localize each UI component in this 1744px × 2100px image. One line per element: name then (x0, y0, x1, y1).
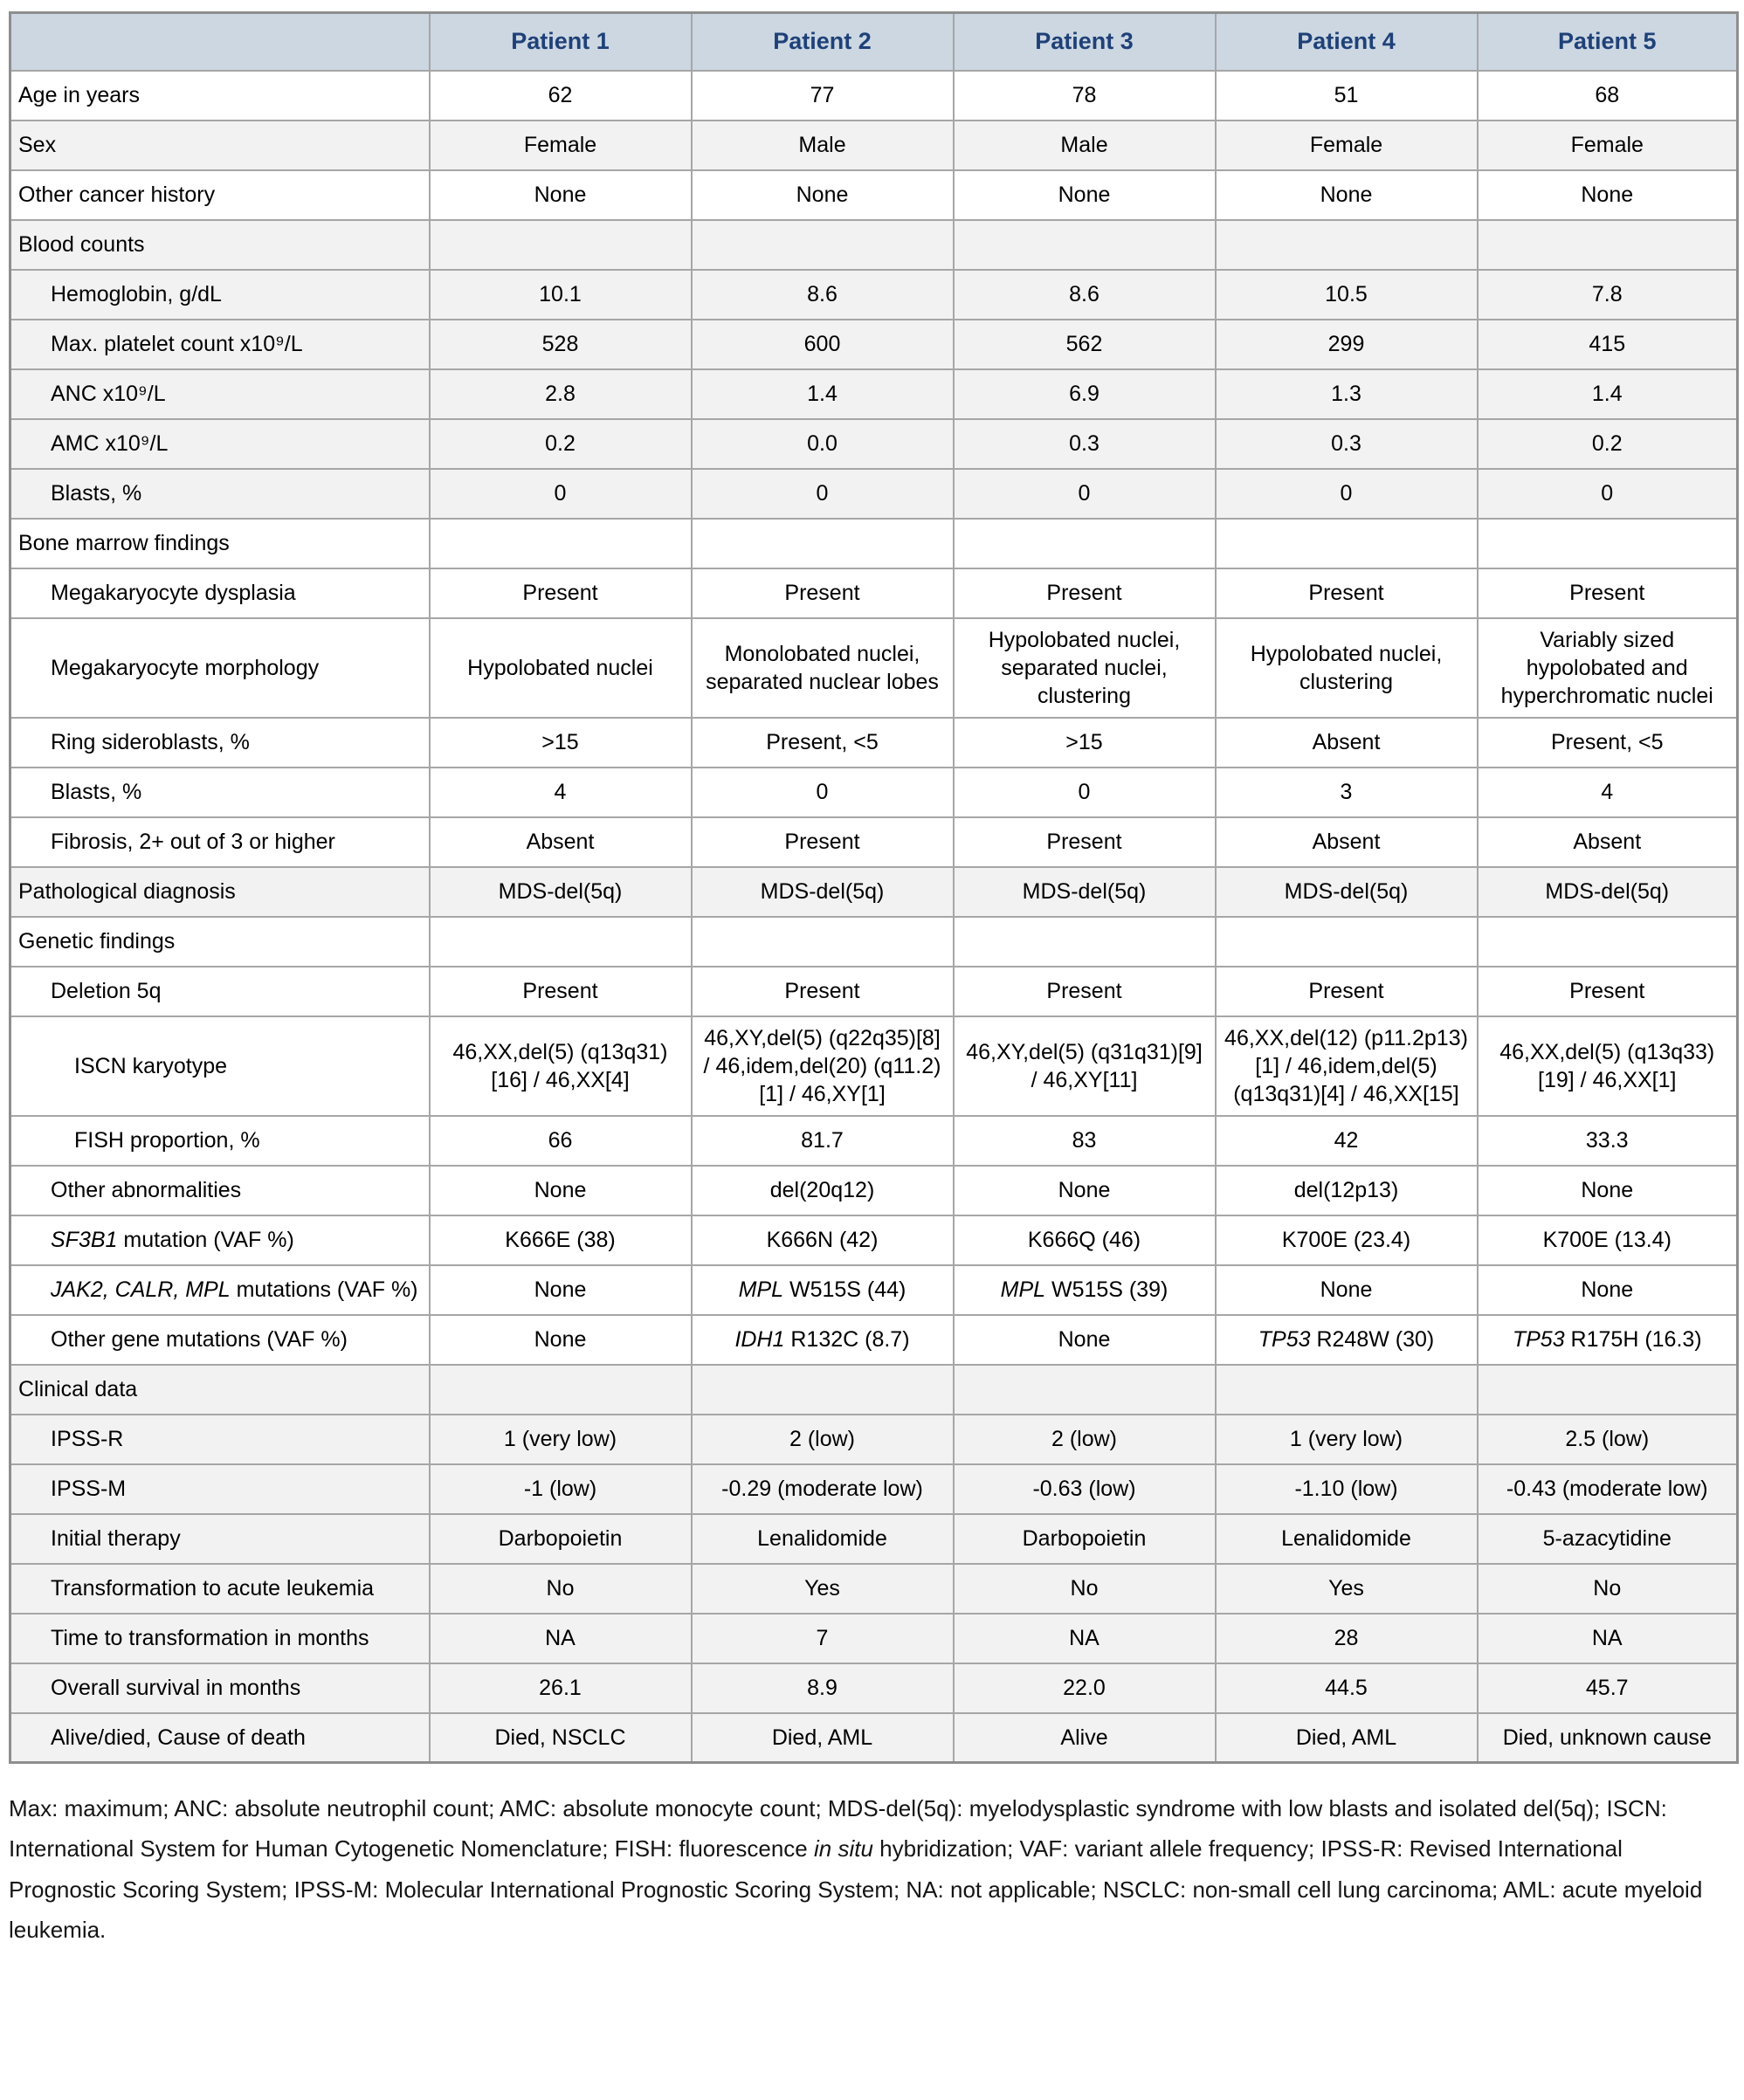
table-row (10, 1315, 1738, 1365)
data-cell: 4 (1478, 768, 1738, 817)
data-cell (954, 519, 1216, 568)
table-row (10, 1016, 1738, 1116)
data-cell: Female (430, 120, 692, 170)
data-cell: 83 (954, 1116, 1216, 1166)
data-cell: 5-azacytidine (1478, 1514, 1738, 1564)
data-cell: 0.2 (1478, 419, 1738, 469)
data-cell (954, 1365, 1216, 1415)
column-header-patient-3: Patient 3 (954, 13, 1216, 71)
table-row (10, 718, 1738, 768)
table-header (10, 13, 1738, 71)
row-label: Other abnormalities (10, 1166, 430, 1215)
data-cell: 8.6 (954, 270, 1216, 320)
row-label: Sex (10, 120, 430, 170)
row-label: Megakaryocyte dysplasia (10, 568, 430, 618)
data-cell: MDS-del(5q) (430, 867, 692, 917)
data-cell: Absent (1216, 817, 1478, 867)
data-cell: 6.9 (954, 369, 1216, 419)
data-cell: 415 (1478, 320, 1738, 369)
data-cell: 0.0 (692, 419, 954, 469)
row-label: Fibrosis, 2+ out of 3 or higher (10, 817, 430, 867)
row-label: FISH proportion, % (10, 1116, 430, 1166)
data-cell: 1 (very low) (430, 1415, 692, 1464)
data-cell: Present (430, 967, 692, 1016)
data-cell: 42 (1216, 1116, 1478, 1166)
data-cell: K700E (13.4) (1478, 1215, 1738, 1265)
data-cell: 22.0 (954, 1663, 1216, 1713)
row-label: Other cancer history (10, 170, 430, 220)
data-cell: 33.3 (1478, 1116, 1738, 1166)
data-cell: 0 (1478, 469, 1738, 519)
data-cell: MPL W515S (44) (692, 1265, 954, 1315)
data-cell: Absent (1478, 817, 1738, 867)
data-cell: K666Q (46) (954, 1215, 1216, 1265)
data-cell: 528 (430, 320, 692, 369)
data-cell: >15 (954, 718, 1216, 768)
data-cell: 299 (1216, 320, 1478, 369)
data-cell: MDS-del(5q) (1478, 867, 1738, 917)
data-cell: -1 (low) (430, 1464, 692, 1514)
data-cell: Present, <5 (692, 718, 954, 768)
data-cell: None (692, 170, 954, 220)
data-cell: Darbopoietin (954, 1514, 1216, 1564)
table-row (10, 1215, 1738, 1265)
data-cell: Hypolobated nuclei, separated nuclei, clustering (954, 618, 1216, 718)
data-cell: 2 (low) (692, 1415, 954, 1464)
data-cell: MPL W515S (39) (954, 1265, 1216, 1315)
data-cell: Died, NSCLC (430, 1713, 692, 1763)
data-cell: None (954, 1315, 1216, 1365)
data-cell: Died, AML (1216, 1713, 1478, 1763)
data-cell: 10.5 (1216, 270, 1478, 320)
data-cell: 0 (1216, 469, 1478, 519)
data-cell: 45.7 (1478, 1663, 1738, 1713)
row-label: Alive/died, Cause of death (10, 1713, 430, 1763)
data-cell: 0 (692, 469, 954, 519)
table-row (10, 817, 1738, 867)
data-cell: None (1478, 170, 1738, 220)
table-row (10, 1265, 1738, 1315)
data-cell: 46,XX,del(12) (p11.2p13)[1] / 46,idem,del(5) (q13q31)[4] / 46,XX[15] (1216, 1016, 1478, 1116)
data-cell: 46,XY,del(5) (q31q31)[9] / 46,XY[11] (954, 1016, 1216, 1116)
data-cell (1478, 1365, 1738, 1415)
data-cell: Died, AML (692, 1713, 954, 1763)
data-cell: None (1216, 170, 1478, 220)
data-cell (430, 917, 692, 967)
data-cell: -0.43 (moderate low) (1478, 1464, 1738, 1514)
table-row (10, 320, 1738, 369)
data-cell: TP53 R175H (16.3) (1478, 1315, 1738, 1365)
data-cell: NA (1478, 1614, 1738, 1663)
data-cell: NA (954, 1614, 1216, 1663)
data-cell: Present, <5 (1478, 718, 1738, 768)
data-cell: Male (692, 120, 954, 170)
row-label: Megakaryocyte morphology (10, 618, 430, 718)
data-cell: 77 (692, 71, 954, 120)
data-cell: 2.5 (low) (1478, 1415, 1738, 1464)
row-label: Blasts, % (10, 768, 430, 817)
row-label: IPSS-R (10, 1415, 430, 1464)
table-row (10, 618, 1738, 718)
data-cell: None (1216, 1265, 1478, 1315)
data-cell: NA (430, 1614, 692, 1663)
column-header-patient-1: Patient 1 (430, 13, 692, 71)
data-cell (1216, 519, 1478, 568)
section-label: Clinical data (10, 1365, 430, 1415)
data-cell (692, 917, 954, 967)
table-row (10, 170, 1738, 220)
data-cell: 28 (1216, 1614, 1478, 1663)
table-row (10, 1464, 1738, 1514)
row-label: AMC x10⁹/L (10, 419, 430, 469)
data-cell (692, 220, 954, 270)
row-label: Blasts, % (10, 469, 430, 519)
data-cell: MDS-del(5q) (954, 867, 1216, 917)
column-header-patient-2: Patient 2 (692, 13, 954, 71)
data-cell (954, 917, 1216, 967)
data-cell: Female (1478, 120, 1738, 170)
data-cell: MDS-del(5q) (1216, 867, 1478, 917)
data-cell: Absent (1216, 718, 1478, 768)
section-row (10, 917, 1738, 967)
data-cell: None (430, 1166, 692, 1215)
data-cell: Alive (954, 1713, 1216, 1763)
data-cell: K700E (23.4) (1216, 1215, 1478, 1265)
row-label: IPSS-M (10, 1464, 430, 1514)
data-cell: 1.4 (1478, 369, 1738, 419)
data-cell (1478, 220, 1738, 270)
data-cell (1216, 220, 1478, 270)
data-cell: None (954, 170, 1216, 220)
data-cell: Lenalidomide (692, 1514, 954, 1564)
table-row (10, 1663, 1738, 1713)
column-header-patient-4: Patient 4 (1216, 13, 1478, 71)
data-cell: 4 (430, 768, 692, 817)
row-label: JAK2, CALR, MPL mutations (VAF %) (10, 1265, 430, 1315)
data-cell: 78 (954, 71, 1216, 120)
data-cell (430, 1365, 692, 1415)
data-cell: Present (1478, 568, 1738, 618)
data-cell: 81.7 (692, 1116, 954, 1166)
table-row (10, 419, 1738, 469)
data-cell (1216, 917, 1478, 967)
data-cell (1216, 1365, 1478, 1415)
section-row (10, 519, 1738, 568)
data-cell (430, 220, 692, 270)
data-cell: Present (430, 568, 692, 618)
data-cell: None (430, 1265, 692, 1315)
data-cell: 62 (430, 71, 692, 120)
data-cell: Variably sized hypolobated and hyperchromatic nuclei (1478, 618, 1738, 718)
data-cell (692, 519, 954, 568)
data-cell: 7 (692, 1614, 954, 1663)
row-label: Max. platelet count x10⁹/L (10, 320, 430, 369)
table-row (10, 967, 1738, 1016)
data-cell: 0 (954, 768, 1216, 817)
data-cell: None (1478, 1265, 1738, 1315)
data-cell: No (1478, 1564, 1738, 1614)
row-label: Pathological diagnosis (10, 867, 430, 917)
table-row (10, 270, 1738, 320)
table-row (10, 1614, 1738, 1663)
row-label: SF3B1 mutation (VAF %) (10, 1215, 430, 1265)
data-cell (430, 519, 692, 568)
row-label: Time to transformation in months (10, 1614, 430, 1663)
table-row (10, 369, 1738, 419)
section-label: Blood counts (10, 220, 430, 270)
data-cell: Yes (692, 1564, 954, 1614)
data-cell: Male (954, 120, 1216, 170)
data-cell: 600 (692, 320, 954, 369)
row-label: Transformation to acute leukemia (10, 1564, 430, 1614)
table-row (10, 1713, 1738, 1763)
data-cell: 2.8 (430, 369, 692, 419)
table-row (10, 1116, 1738, 1166)
table-footnote: Max: maximum; ANC: absolute neutrophil count; AMC: absolute monocyte count; MDS-del(5q): myelodysplastic syndrome with low blasts and isolated del(5q); ISCN: International System for Human Cytogenetic Nomenclature; FISH: fluorescence in situ hybridization; VAF: variant allele frequency; IPSS-R: Revised International Prognostic Scoring System; IPSS-M: Molecular International Prognostic Scoring System; NA: not applicable; NSCLC: non-small cell lung carcinoma; AML: acute myeloid leukemia. (9, 1795, 1703, 1943)
data-cell: 44.5 (1216, 1663, 1478, 1713)
row-label: ISCN karyotype (10, 1016, 430, 1116)
data-cell: None (954, 1166, 1216, 1215)
data-cell: del(12p13) (1216, 1166, 1478, 1215)
data-cell: Yes (1216, 1564, 1478, 1614)
data-cell: 0 (430, 469, 692, 519)
data-cell: >15 (430, 718, 692, 768)
data-cell: -0.63 (low) (954, 1464, 1216, 1514)
data-cell: Female (1216, 120, 1478, 170)
data-cell: Lenalidomide (1216, 1514, 1478, 1564)
header-row (10, 13, 1738, 71)
row-label: Deletion 5q (10, 967, 430, 1016)
table-row (10, 768, 1738, 817)
data-cell: Hypolobated nuclei, clustering (1216, 618, 1478, 718)
row-label: Other gene mutations (VAF %) (10, 1315, 430, 1365)
data-cell: TP53 R248W (30) (1216, 1315, 1478, 1365)
row-label: Ring sideroblasts, % (10, 718, 430, 768)
data-cell: K666E (38) (430, 1215, 692, 1265)
data-cell: 1.3 (1216, 369, 1478, 419)
data-cell: Present (954, 817, 1216, 867)
section-label: Genetic findings (10, 917, 430, 967)
data-cell: Hypolobated nuclei (430, 618, 692, 718)
data-cell: 0.3 (1216, 419, 1478, 469)
data-cell: 0 (692, 768, 954, 817)
row-label: Age in years (10, 71, 430, 120)
data-cell (1478, 917, 1738, 967)
data-cell: IDH1 R132C (8.7) (692, 1315, 954, 1365)
data-cell: 46,XX,del(5) (q13q31)[16] / 46,XX[4] (430, 1016, 692, 1116)
data-cell: 0.3 (954, 419, 1216, 469)
data-cell: K666N (42) (692, 1215, 954, 1265)
data-cell: None (430, 1315, 692, 1365)
data-cell: 10.1 (430, 270, 692, 320)
data-cell: -0.29 (moderate low) (692, 1464, 954, 1514)
table-row (10, 867, 1738, 917)
data-cell: 66 (430, 1116, 692, 1166)
data-cell: 0 (954, 469, 1216, 519)
data-cell: 562 (954, 320, 1216, 369)
table-row (10, 1415, 1738, 1464)
data-cell: 51 (1216, 71, 1478, 120)
data-cell: Present (692, 568, 954, 618)
data-cell: 26.1 (430, 1663, 692, 1713)
column-header-patient-5: Patient 5 (1478, 13, 1738, 71)
data-cell: 68 (1478, 71, 1738, 120)
row-label: Overall survival in months (10, 1663, 430, 1713)
data-cell: 3 (1216, 768, 1478, 817)
data-cell: 8.6 (692, 270, 954, 320)
data-cell: None (430, 170, 692, 220)
row-label: Hemoglobin, g/dL (10, 270, 430, 320)
data-cell: Present (954, 967, 1216, 1016)
data-cell: 8.9 (692, 1663, 954, 1713)
section-row (10, 1365, 1738, 1415)
data-cell: 1.4 (692, 369, 954, 419)
table-row (10, 1514, 1738, 1564)
data-cell: Present (692, 967, 954, 1016)
data-cell: 2 (low) (954, 1415, 1216, 1464)
data-cell: None (1478, 1166, 1738, 1215)
patient-characteristics-table (9, 11, 1739, 1764)
table-body (10, 71, 1738, 1763)
data-cell: -1.10 (low) (1216, 1464, 1478, 1514)
data-cell (954, 220, 1216, 270)
table-row (10, 120, 1738, 170)
data-cell: 46,XX,del(5) (q13q33)[19] / 46,XX[1] (1478, 1016, 1738, 1116)
section-label: Bone marrow findings (10, 519, 430, 568)
data-cell: No (954, 1564, 1216, 1614)
data-cell: Monolobated nuclei, separated nuclear lobes (692, 618, 954, 718)
data-cell: Died, unknown cause (1478, 1713, 1738, 1763)
table-row (10, 1166, 1738, 1215)
table-row (10, 1564, 1738, 1614)
data-cell: 0.2 (430, 419, 692, 469)
data-cell: MDS-del(5q) (692, 867, 954, 917)
table-row (10, 568, 1738, 618)
section-row (10, 220, 1738, 270)
data-cell: Present (954, 568, 1216, 618)
data-cell: 46,XY,del(5) (q22q35)[8] / 46,idem,del(20) (q11.2)[1] / 46,XY[1] (692, 1016, 954, 1116)
data-cell (692, 1365, 954, 1415)
data-cell: Present (1478, 967, 1738, 1016)
row-label: ANC x10⁹/L (10, 369, 430, 419)
data-cell: 1 (very low) (1216, 1415, 1478, 1464)
data-cell: No (430, 1564, 692, 1614)
data-cell: Absent (430, 817, 692, 867)
row-label: Initial therapy (10, 1514, 430, 1564)
data-cell: 7.8 (1478, 270, 1738, 320)
table-row (10, 469, 1738, 519)
corner-header-cell (10, 13, 430, 71)
data-cell: Darbopoietin (430, 1514, 692, 1564)
data-cell: Present (692, 817, 954, 867)
data-cell (1478, 519, 1738, 568)
data-cell: Present (1216, 568, 1478, 618)
data-cell: Present (1216, 967, 1478, 1016)
data-cell: del(20q12) (692, 1166, 954, 1215)
table-row (10, 71, 1738, 120)
